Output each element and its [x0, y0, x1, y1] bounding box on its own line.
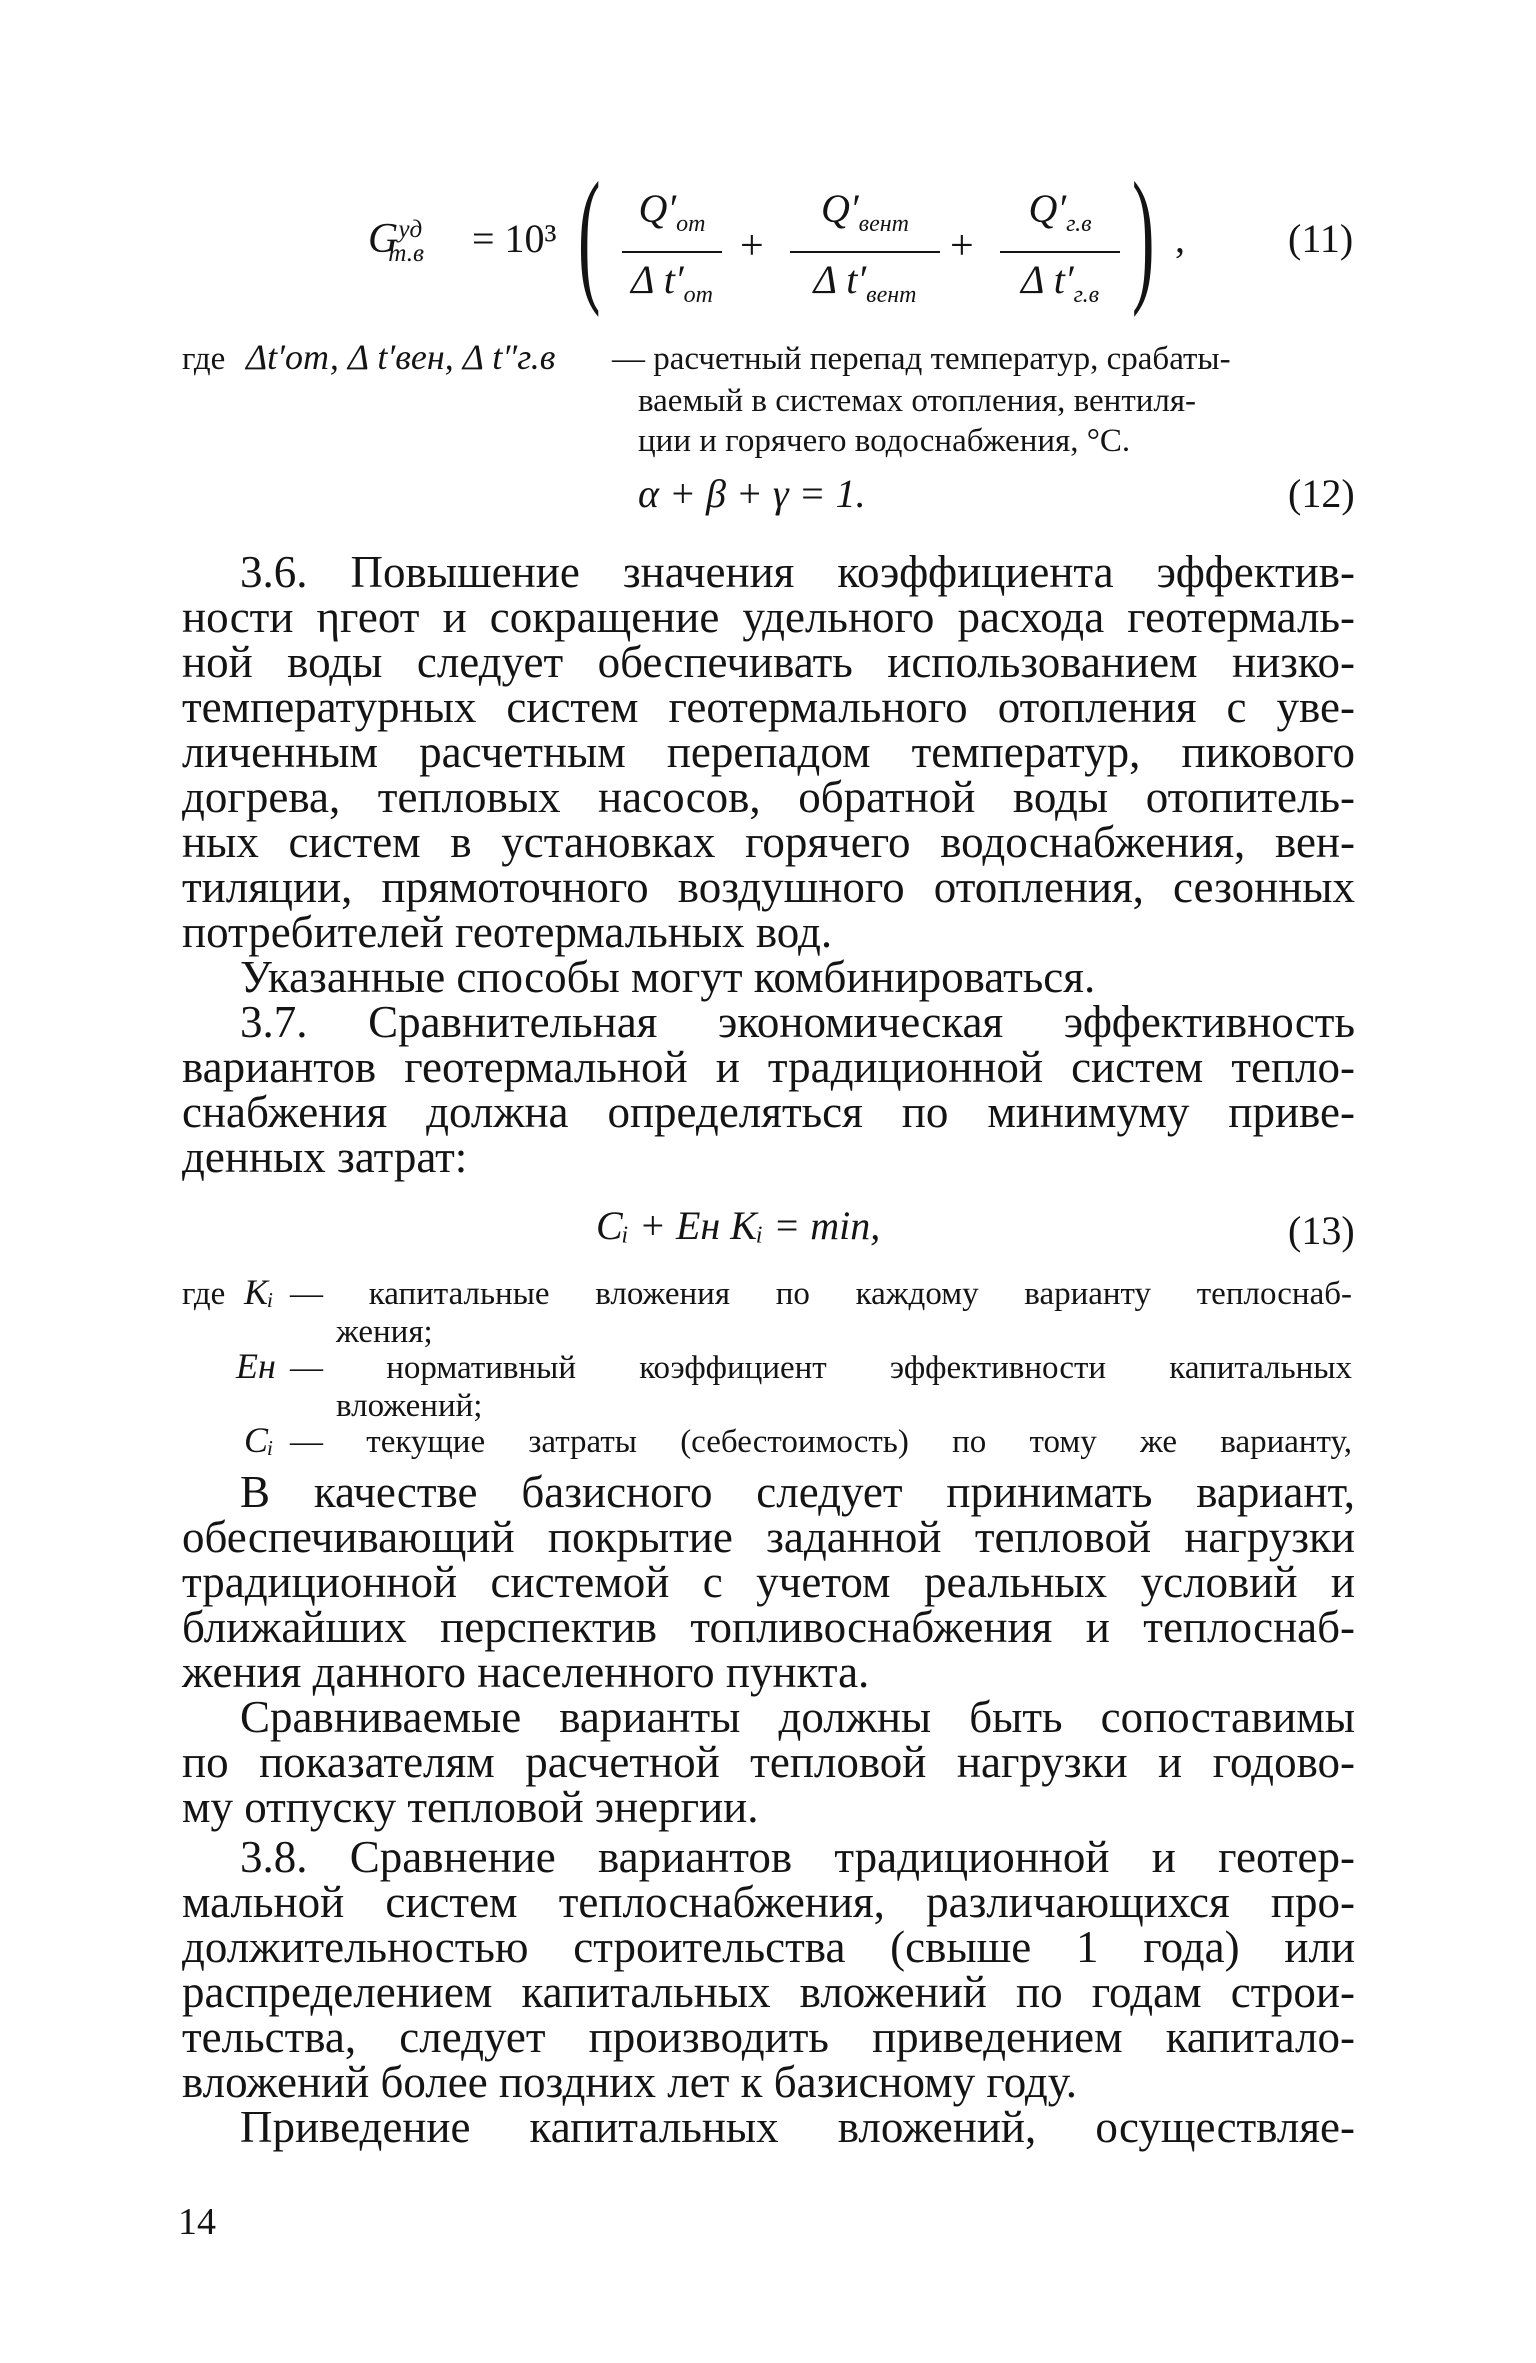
- text-line: 3.7. Сравнительная экономическая эффективность: [240, 997, 1355, 1047]
- where-definition-cont: вложений;: [336, 1388, 483, 1424]
- paragraph-last: Приведение капитальных вложений, осуществляе-: [240, 2102, 1355, 2152]
- page-number: 14: [178, 2201, 216, 2243]
- text-line: вложений более поздних лет к базисному году.: [182, 2057, 1078, 2107]
- where-definition: — текущие затраты (себестоимость) по тому же варианту,: [290, 1424, 1352, 1460]
- text-line: обеспечивающий покрытие заданной тепловой нагрузки: [182, 1512, 1355, 1562]
- text-line: по показателям расчетной тепловой нагрузки и годово-: [182, 1737, 1355, 1787]
- where-prefix: где: [182, 1276, 226, 1312]
- formula-11-factor: = 10³: [472, 216, 557, 261]
- text-line: му отпуску тепловой энергии.: [182, 1782, 759, 1832]
- where-line-3: ции и горячего водоснабжения, °С.: [638, 423, 1131, 459]
- where-line-2: ваемый в системах отопления, вентиля-: [638, 383, 1197, 419]
- formula-11-fraction-1: $Q'_{от}$ Δ $t'_{от}$: [622, 186, 722, 318]
- where-symbols: Δt′от, Δ t′вен, Δ t″г.в: [246, 337, 556, 377]
- equation-number-13: (13): [1288, 1208, 1355, 1253]
- formula-11-comma: ,: [1175, 216, 1185, 261]
- text-line: личенным расчетным перепадом температур, пикового: [182, 727, 1355, 777]
- equation-number-12: (12): [1288, 471, 1355, 516]
- text-line: снабжения должна определяться по минимуму приве-: [182, 1087, 1355, 1137]
- text-line: ближайших перспектив топливоснабжения и теплоснаб-: [182, 1602, 1355, 1652]
- where-symbol: Kᵢ: [244, 1272, 274, 1312]
- text-line: жения данного населенного пункта.: [182, 1647, 870, 1697]
- where-definition: — капитальные вложения по каждому варианту теплоснаб-: [290, 1276, 1352, 1312]
- text-line: ных систем в установках горячего водоснабжения, вен-: [182, 817, 1355, 867]
- text-line: тельства, следует производить приведением капитало-: [182, 2012, 1355, 2062]
- text-line: В качестве базисного следует принимать вариант,: [240, 1467, 1355, 1517]
- plus-sign: +: [950, 223, 974, 269]
- text-line: распределением капитальных вложений по годам строи-: [182, 1967, 1355, 2017]
- paragraph-combine: Указанные способы могут комбинироваться.: [240, 952, 1096, 1002]
- text-line: Сравниваемые варианты должны быть сопоставимы: [240, 1692, 1355, 1742]
- text-line: традиционной системой с учетом реальных условий и: [182, 1557, 1355, 1607]
- text-line: денных затрат:: [182, 1132, 468, 1182]
- where-symbol: Eн: [236, 1346, 276, 1386]
- formula-11-left-paren: (: [578, 152, 601, 318]
- formula-11-lhs: $G^{уд}_{т.в}$: [368, 216, 424, 268]
- text-line: температурных систем геотермального отопления с уве-: [182, 682, 1355, 732]
- where-symbol: Cᵢ: [244, 1420, 274, 1460]
- text-line: вариантов геотермальной и традиционной систем тепло-: [182, 1042, 1355, 1092]
- formula-11-fraction-2: $Q'_{вент}$ Δ $t'_{вент}$: [790, 186, 940, 318]
- text-line: потребителей геотермальных вод.: [182, 907, 833, 957]
- text-line: ности ηгеот и сокращение удельного расхода геотермаль-: [182, 592, 1355, 642]
- text-line: мальной систем теплоснабжения, различающихся про-: [182, 1877, 1355, 1927]
- formula-12: α + β + γ = 1.: [638, 471, 866, 516]
- text-line: 3.6. Повышение значения коэффициента эффектив-: [240, 547, 1355, 597]
- where-definition: — нормативный коэффициент эффективности капитальных: [290, 1350, 1352, 1386]
- formula-11-fraction-3: $Q'_{г.в}$ Δ $t'_{г.в}$: [1000, 186, 1120, 318]
- formula-13: Cᵢ + Eн Kᵢ = min,: [596, 1203, 881, 1248]
- plus-sign: +: [740, 223, 764, 269]
- where-line-1: — расчетный перепад температур, срабаты-: [612, 341, 1231, 377]
- text-line: ной воды следует обеспечивать использованием низко-: [182, 637, 1355, 687]
- formula-11-right-paren: ): [1132, 152, 1155, 318]
- where-prefix: где: [182, 341, 226, 377]
- equation-number-11: (11): [1288, 216, 1354, 261]
- text-line: тиляции, прямоточного воздушного отопления, сезонных: [182, 862, 1355, 912]
- text-line: должительностью строительства (свыше 1 года) или: [182, 1922, 1355, 1972]
- where-definition-cont: жения;: [336, 1314, 433, 1350]
- text-line: 3.8. Сравнение вариантов традиционной и геотер-: [240, 1832, 1355, 1882]
- text-line: догрева, тепловых насосов, обратной воды отопитель-: [182, 772, 1355, 822]
